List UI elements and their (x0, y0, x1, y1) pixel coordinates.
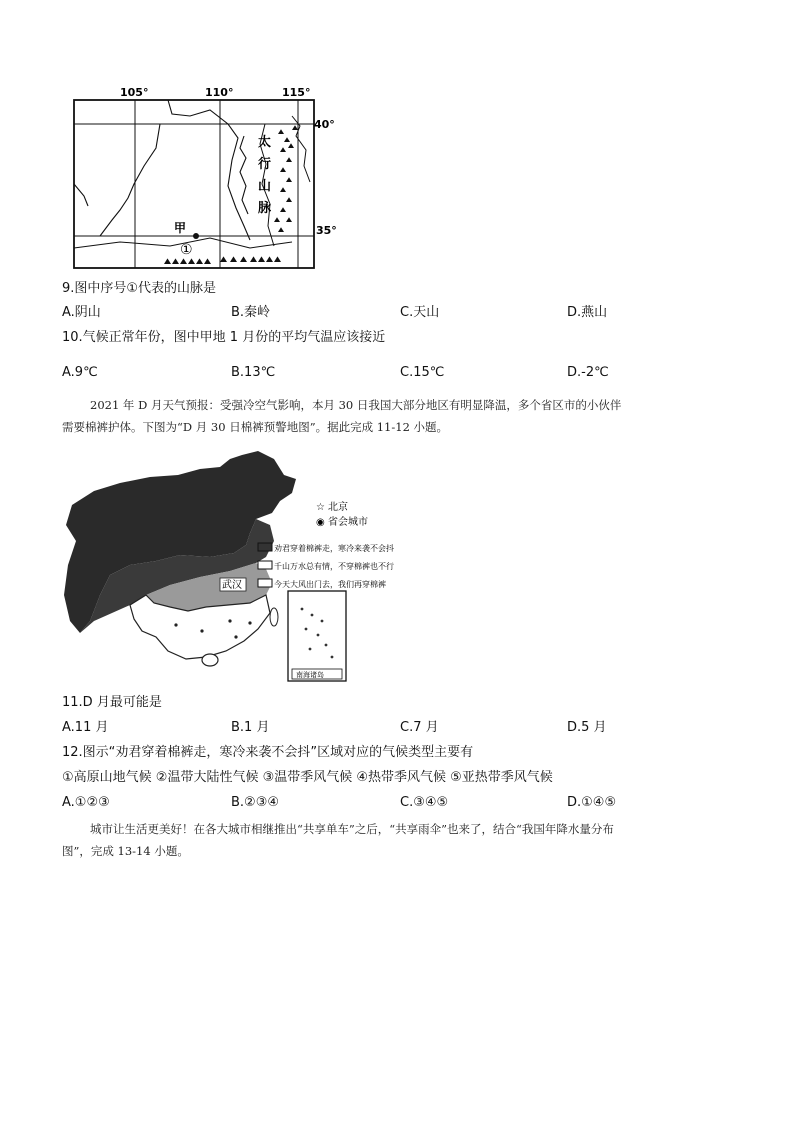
lon-label-110: 110° (205, 86, 234, 99)
mountain-triangle (172, 258, 179, 264)
legend-star-icon: ☆ (316, 502, 325, 513)
lon-label-115: 115° (282, 86, 311, 99)
south-china-sea-inset (288, 591, 346, 681)
mountain-triangle (230, 256, 237, 262)
mountain-triangle (288, 143, 294, 148)
passage-1-line-1: 2021 年 D 月天气预报：受强冷空气影响，本月 30 日我国大部分地区有明显降温，多个省区市的小伙伴 (90, 398, 622, 412)
q12-option-b[interactable]: B.②③④ (231, 795, 280, 810)
mountain-triangle (204, 258, 211, 264)
legend-dot-icon: ◉ (316, 517, 325, 528)
circle-one-label: ① (180, 242, 193, 258)
mountain-triangle (278, 227, 284, 232)
legend-item-3: 今天大风出门去，我们再穿棉裤 (274, 580, 386, 589)
mountain-triangle (240, 256, 247, 262)
question-12-stem: 12.图示“劝君穿着棉裤走，寒冷来袭不会抖”区域对应的气候类型主要有 (62, 745, 474, 760)
mountain-triangle (274, 217, 280, 222)
question-12-choices: ①高原山地气候 ②温带大陆性气候 ③温带季风气候 ④热带季风气候 ⑤亚热带季风气候 (62, 770, 553, 785)
point-jia-label: 甲 (174, 221, 187, 235)
mountain-triangle (280, 207, 286, 212)
mountain-triangle (286, 157, 292, 162)
q10-option-b[interactable]: B.13℃ (231, 365, 276, 380)
q11-option-b[interactable]: B.1 月 (231, 720, 270, 735)
lat-label-40: 40° (314, 118, 335, 131)
mountain-triangle (180, 258, 187, 264)
lon-label-105: 105° (120, 86, 149, 99)
q10-option-d[interactable]: D.-2℃ (567, 365, 609, 380)
mountain-triangle (284, 137, 290, 142)
terrain-map (60, 86, 350, 271)
q10-option-c[interactable]: C.15℃ (400, 365, 445, 380)
q9-option-a[interactable]: A.阴山 (62, 305, 101, 320)
passage-2 (62, 818, 742, 862)
mountain-triangle (280, 187, 286, 192)
passage-1-line-2: 需要棉裤护体。下图为“D 月 30 日棉裤预警地图”。据此完成 11-12 小题。 (62, 420, 449, 434)
passage-2-line-1: 城市让生活更美好！在各大城市相继推出“共享单车”之后，“共享雨伞”也来了，结合“我国年降水量分布 (90, 822, 614, 836)
mountain-triangle (292, 125, 298, 130)
mountain-label-hang: 行 (258, 157, 272, 172)
legend-item-1: 劝君穿着棉裤走，寒冷来袭不会抖 (274, 544, 394, 553)
question-9-stem: 9.图中序号①代表的山脉是 (62, 281, 217, 296)
q9-option-b[interactable]: B.秦岭 (231, 305, 271, 320)
q9-option-d[interactable]: D.燕山 (567, 305, 608, 320)
mountain-triangle (188, 258, 195, 264)
q11-option-c[interactable]: C.7 月 (400, 720, 439, 735)
mountain-triangle (286, 177, 292, 182)
q11-option-a[interactable]: A.11 月 (62, 720, 109, 735)
q12-option-c[interactable]: C.③④⑤ (400, 795, 449, 810)
q12-option-a[interactable]: A.①②③ (62, 795, 110, 810)
q11-option-d[interactable]: D.5 月 (567, 720, 607, 735)
question-11-stem: 11.D 月最可能是 (62, 695, 162, 710)
mountain-triangle (258, 256, 265, 262)
passage-1 (62, 394, 742, 438)
mountain-triangle (196, 258, 203, 264)
point-jia-marker (193, 233, 199, 239)
passage-2-line-2: 图”，完成 13-14 小题。 (62, 844, 189, 858)
mountain-label-mai: 脉 (258, 201, 272, 216)
mountain-triangle (280, 147, 286, 152)
q12-option-d[interactable]: D.①④⑤ (567, 795, 617, 810)
inset-label: 南海诸岛 (296, 671, 324, 679)
city-label-wuhan: 武汉 (222, 580, 242, 591)
mountain-triangle (278, 129, 284, 134)
legend-item-2: 千山万水总有情，不穿棉裤也不行 (274, 562, 394, 571)
lat-label-35: 35° (316, 224, 337, 237)
mountain-triangle (280, 167, 286, 172)
legend-capital-label: 省会城市 (328, 517, 368, 528)
question-10-stem: 10.气候正常年份，图中甲地 1 月份的平均气温应该接近 (62, 330, 386, 345)
mountain-label-tai: 太 (258, 135, 272, 150)
mountain-triangle (266, 256, 273, 262)
q9-option-c[interactable]: C.天山 (400, 305, 440, 320)
mountain-triangle (286, 197, 292, 202)
mountain-label-shan: 山 (258, 179, 272, 194)
q10-option-a[interactable]: A.9℃ (62, 365, 98, 380)
mountain-triangle (164, 258, 171, 264)
mountain-triangle (286, 217, 292, 222)
cotton-pants-warning-map (60, 445, 420, 685)
mountain-triangle (274, 256, 281, 262)
legend-beijing-label: 北京 (328, 502, 348, 513)
mountain-triangle (250, 256, 257, 262)
mountain-triangle (220, 256, 227, 262)
